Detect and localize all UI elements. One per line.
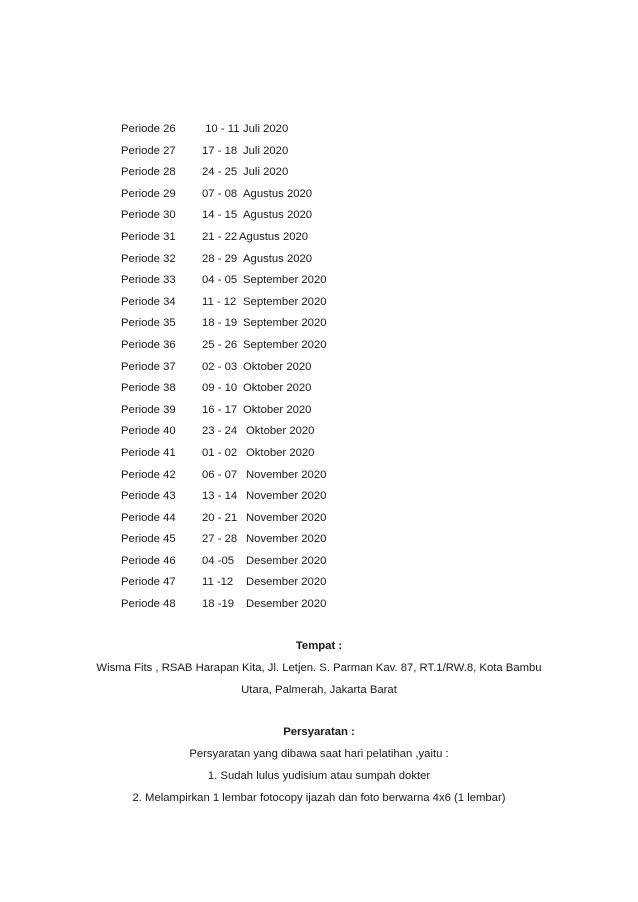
month-year: Juli 2020 xyxy=(243,123,289,135)
month-year: Desember 2020 xyxy=(246,554,327,567)
schedule-row xyxy=(121,402,481,424)
month-year: Oktober 2020 xyxy=(246,446,315,459)
persyaratan-intro: Persyaratan yang dibawa saat hari pelatihan ,yaitu : xyxy=(189,748,449,760)
periode-label: Periode 43 xyxy=(121,490,176,503)
periode-label: Periode 45 xyxy=(121,533,176,546)
schedule-row xyxy=(121,143,481,165)
periode-label: Periode 41 xyxy=(121,446,176,459)
date-range: 11 - 12 xyxy=(202,295,237,308)
date-range: 14 - 15 xyxy=(202,209,238,222)
periode-label: Periode 28 xyxy=(121,166,176,179)
date-range: 04 - 05 xyxy=(202,274,238,287)
periode-label: Periode 48 xyxy=(121,598,176,611)
schedule-row xyxy=(121,553,481,575)
schedule-row xyxy=(121,467,481,489)
date-range: 01 - 02 xyxy=(202,446,238,459)
schedule-row xyxy=(121,574,481,596)
date-range: 21 - 22 xyxy=(202,230,238,243)
schedule-row xyxy=(121,445,481,467)
persyaratan-item: 1. Sudah lulus yudisium atau sumpah dokter xyxy=(207,770,431,782)
periode-label: Periode 35 xyxy=(121,317,176,330)
periode-label: Periode 30 xyxy=(121,209,176,222)
schedule-row xyxy=(121,380,481,402)
periode-label: Periode 47 xyxy=(121,576,176,589)
schedule-row xyxy=(121,531,481,553)
schedule-row xyxy=(121,272,481,294)
schedule-row xyxy=(121,164,481,186)
periode-label: Periode 27 xyxy=(121,144,176,157)
periode-label: Periode 26 xyxy=(121,123,176,135)
periode-label: Periode 34 xyxy=(121,295,176,308)
schedule-row xyxy=(121,510,481,532)
month-year: November 2020 xyxy=(246,511,327,524)
schedule-row xyxy=(121,315,481,337)
periode-label: Periode 44 xyxy=(121,511,176,524)
schedule-row xyxy=(121,359,481,381)
tempat-address-line1: Wisma Fits , RSAB Harapan Kita, Jl. Letjen. S. Parman Kav. 87, RT.1/RW.8, Kota Bambu xyxy=(96,662,542,674)
schedule-row xyxy=(121,423,481,445)
periode-label: Periode 32 xyxy=(121,252,176,265)
month-year: September 2020 xyxy=(243,274,327,287)
month-year: Agustus 2020 xyxy=(243,209,313,222)
persyaratan-heading: Persyaratan : xyxy=(283,726,355,738)
date-range: 09 - 10 xyxy=(202,382,238,395)
persyaratan-item: 2. Melampirkan 1 lembar fotocopy ijazah dan foto berwarna 4x6 (1 lembar) xyxy=(132,792,506,804)
date-range: 06 - 07 xyxy=(202,468,238,481)
date-range: 13 - 14 xyxy=(202,490,238,503)
schedule-row xyxy=(121,186,481,208)
schedule-row xyxy=(121,294,481,316)
month-year: Oktober 2020 xyxy=(243,360,312,373)
periode-label: Periode 31 xyxy=(121,230,176,243)
month-year: November 2020 xyxy=(246,490,327,503)
schedule-list xyxy=(121,121,481,618)
schedule-row xyxy=(121,596,481,618)
date-range: 18 -19 xyxy=(202,598,235,611)
date-range: 20 - 21 xyxy=(202,511,238,524)
month-year: Oktober 2020 xyxy=(243,403,312,416)
periode-label: Periode 33 xyxy=(121,274,176,287)
month-year: November 2020 xyxy=(246,533,327,546)
periode-label: Periode 29 xyxy=(121,187,176,200)
month-year: Agustus 2020 xyxy=(243,252,313,265)
schedule-row xyxy=(121,207,481,229)
periode-label: Periode 37 xyxy=(121,360,176,373)
schedule-row xyxy=(121,488,481,510)
date-range: 27 - 28 xyxy=(202,533,238,546)
periode-label: Periode 42 xyxy=(121,468,176,481)
month-year: September 2020 xyxy=(243,338,327,351)
schedule-row xyxy=(121,121,481,143)
date-range: 10 - 11 xyxy=(202,123,240,135)
date-range: 11 -12 xyxy=(202,576,234,589)
schedule-row xyxy=(121,229,481,251)
periode-label: Periode 46 xyxy=(121,554,176,567)
month-year: Juli 2020 xyxy=(243,166,289,179)
schedule-row xyxy=(121,251,481,273)
month-year: Juli 2020 xyxy=(243,144,289,157)
periode-label: Periode 39 xyxy=(121,403,176,416)
periode-label: Periode 38 xyxy=(121,382,176,395)
month-year: Desember 2020 xyxy=(246,598,327,611)
schedule-row xyxy=(121,337,481,359)
periode-label: Periode 40 xyxy=(121,425,176,438)
date-range: 16 - 17 xyxy=(202,403,238,416)
date-range: 18 - 19 xyxy=(202,317,238,330)
date-range: 25 - 26 xyxy=(202,338,238,351)
date-range: 23 - 24 xyxy=(202,425,238,438)
month-year: Oktober 2020 xyxy=(243,382,312,395)
date-range: 02 - 03 xyxy=(202,360,238,373)
month-year: Desember 2020 xyxy=(246,576,327,589)
date-range: 24 - 25 xyxy=(202,166,238,179)
date-range: 28 - 29 xyxy=(202,252,238,265)
month-year: November 2020 xyxy=(246,468,327,481)
date-range: 17 - 18 xyxy=(202,144,238,157)
month-year: Oktober 2020 xyxy=(246,425,315,438)
month-year: Agustus 2020 xyxy=(243,187,313,200)
periode-label: Periode 36 xyxy=(121,338,176,351)
date-range: 07 - 08 xyxy=(202,187,238,200)
month-year: September 2020 xyxy=(243,317,327,330)
date-range: 04 -05 xyxy=(202,554,235,567)
tempat-heading: Tempat : xyxy=(295,640,343,652)
month-year: September 2020 xyxy=(243,295,327,308)
tempat-address-line2: Utara, Palmerah, Jakarta Barat xyxy=(241,684,397,696)
month-year: Agustus 2020 xyxy=(239,230,309,243)
